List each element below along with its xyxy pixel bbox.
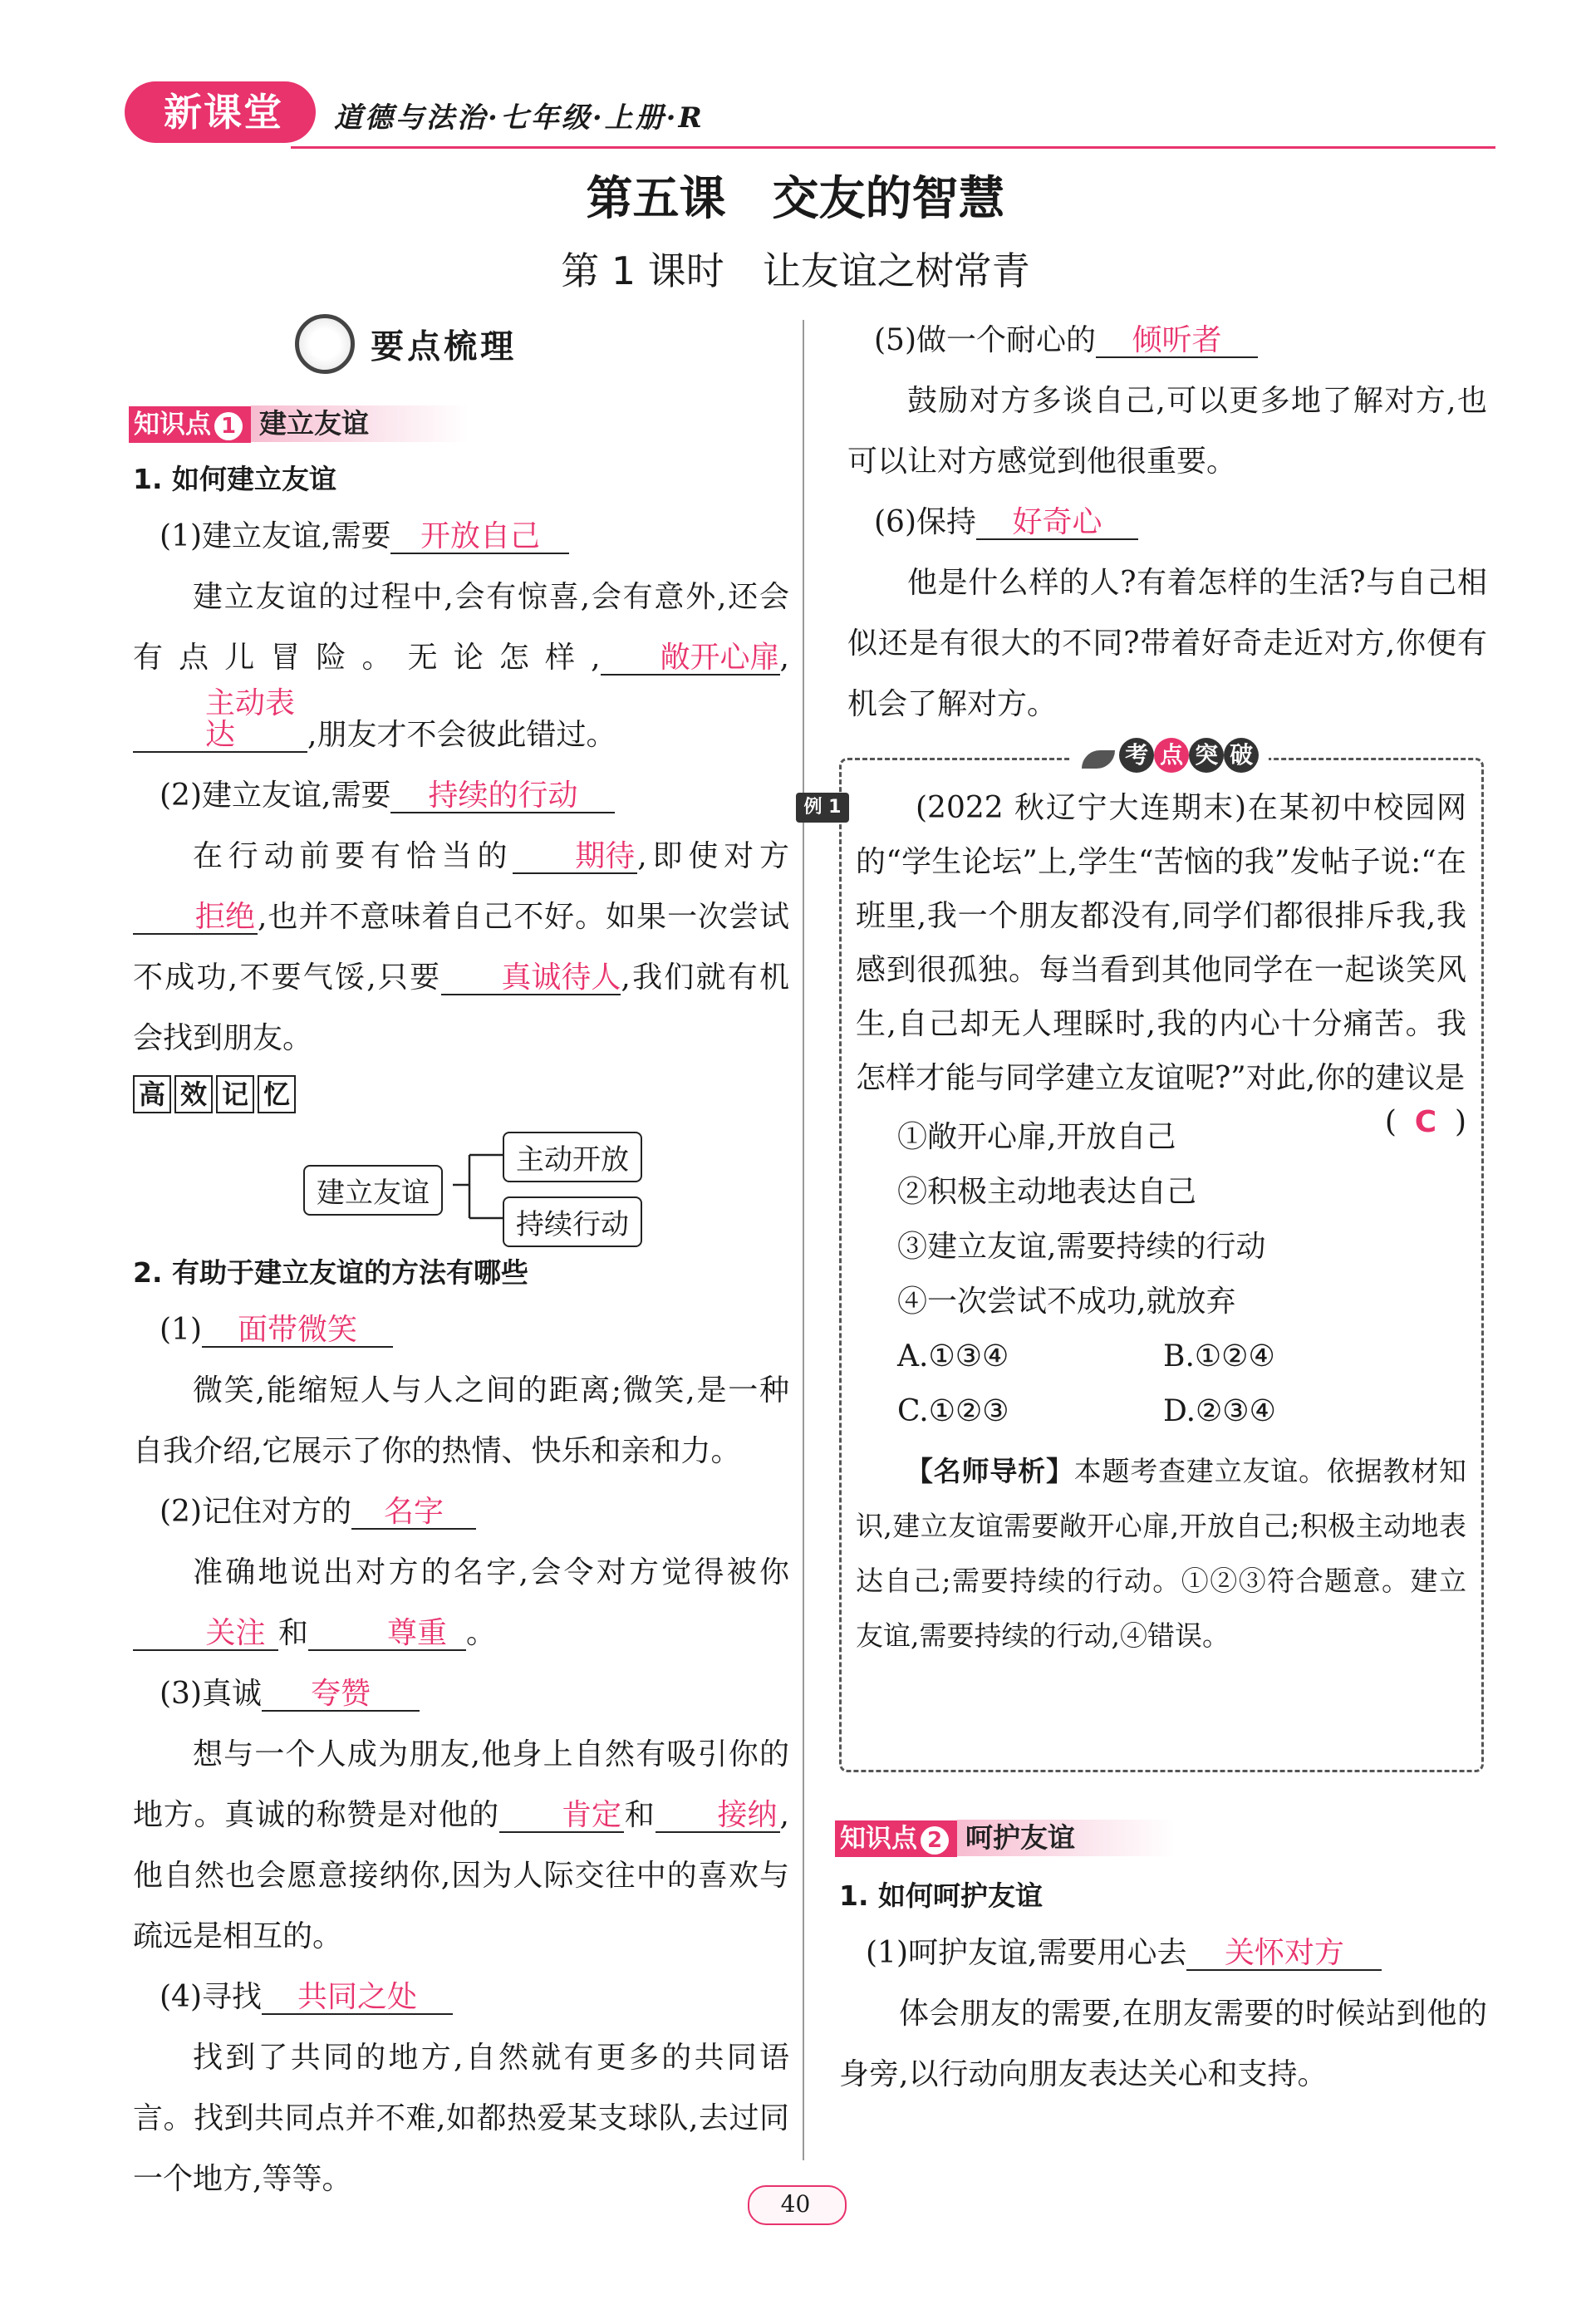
answer-blank: 夸赞 xyxy=(262,1678,420,1712)
answer-blank: 关注 xyxy=(133,1618,278,1651)
method-2: (2)记住对方的 名字 xyxy=(133,1481,789,1542)
answer-value: C xyxy=(1414,1105,1437,1139)
exam-item: ④一次尝试不成功,就放弃 xyxy=(897,1285,1236,1319)
answer-blank: 倾听者 xyxy=(1096,325,1258,358)
method-2-text: 准确地说出对方的名字,会令对方觉得被你关注 和 尊重 。 xyxy=(133,1542,789,1663)
mindmap-branch: 持续行动 xyxy=(503,1196,642,1247)
answer-blank: 接纳 xyxy=(656,1800,780,1833)
exam-item: ③建立友谊,需要持续的行动 xyxy=(897,1230,1266,1264)
exam-banner: 考 点 突 破 xyxy=(1072,738,1269,778)
magnifier-icon xyxy=(295,314,355,374)
answer-blank: 敞开心扉 xyxy=(601,642,780,676)
exam-items xyxy=(856,1110,1466,1329)
option-c: C.①②③ xyxy=(897,1394,1009,1428)
kp1-q1: 1. 如何建立友谊 xyxy=(133,463,336,495)
kp2-para1: 体会朋友的需要,在朋友需要的时候站到他的身旁,以行动向朋友表达关心和支持。 xyxy=(839,1997,1487,2091)
left-column xyxy=(133,453,789,2209)
kp2-header xyxy=(835,1820,1491,1857)
answer-blank: 肯定 xyxy=(499,1800,624,1833)
mindmap-root: 建立友谊 xyxy=(303,1165,443,1216)
answer-blank: 开放自己 xyxy=(390,521,569,554)
right-column-bottom xyxy=(839,1870,1487,2105)
section-badge xyxy=(295,314,517,372)
method-4: (4)寻找 共同之处 xyxy=(133,1967,789,2027)
method-1-text: 微笑,能缩短人与人之间的距离;微笑,是一种自我介绍,它展示了你的热情、快乐和亲和力。 xyxy=(133,1373,789,1468)
example-label: 例 1 xyxy=(796,793,849,823)
header-rule xyxy=(291,146,1495,149)
method-3-text: 想与一个人成为朋友,他身上自然有吸引你的地方。真诚的称赞是对他的 肯定和 接纳,他自然也会愿意接纳你,因为人际交往中的喜欢与疏远是相互的。 xyxy=(133,1737,789,1953)
answer-blank: 期待 xyxy=(513,841,637,874)
mindmap-connector xyxy=(453,1137,503,1236)
method-1: (1) 面带微笑 xyxy=(133,1300,789,1360)
exam-options xyxy=(856,1329,1466,1439)
option-a: A.①③④ xyxy=(897,1339,1009,1373)
exam-stem: 例 1 (2022 秋辽宁大连期末)在某初中校园网的“学生论坛”上,学生“苦恼的我”发帖子说:“在班里,我一个朋友都没有,同学们都很排斥我,我感到很孤独。每当看到其他同学在一起谈笑风生,自己却无人理睬时,我的内心十分痛苦。我怎样才能与同学建立友谊呢?”对此,你的建议是 xyxy=(856,781,1466,1105)
answer-blank: 共同之处 xyxy=(262,1982,453,2015)
option-d: D.②③④ xyxy=(1163,1394,1276,1428)
answer-blank: 真诚待人 xyxy=(441,962,621,995)
header xyxy=(125,75,1495,150)
option-b: B.①②④ xyxy=(1163,1339,1275,1373)
leaf-icon xyxy=(1082,750,1115,769)
kp1-header xyxy=(129,405,785,443)
method-4-text: 找到了共同的地方,自然就有更多的共同语言。找到共同点并不难,如都热爱某支球队,去过同一个地方,等等。 xyxy=(133,2040,789,2196)
kp1-q2: 2. 有助于建立友谊的方法有哪些 xyxy=(133,1255,528,1289)
exam-item: ②积极主动地表达自己 xyxy=(897,1175,1197,1209)
answer-blank: 持续的行动 xyxy=(390,780,615,813)
answer-blank: 面带微笑 xyxy=(202,1314,393,1348)
method-5: (5)做一个耐心的 倾听者 xyxy=(847,310,1487,371)
column-divider xyxy=(803,320,804,2160)
kp1-para2: 在行动前要有恰当的 期待,即使对方拒绝,也并不意味着自己不好。如果一次尝试不成功,不要气馁,只要 真诚待人,我们就有机会找到朋友。 xyxy=(133,838,789,1055)
method-6-text: 他是什么样的人?有着怎样的生活?与自己相似还是有很大的不同?带着好奇走近对方,你便有机会了解对方。 xyxy=(847,566,1487,721)
section-badge-text: 要点梳理 xyxy=(371,327,518,366)
kp2-tag: 知识点 2 xyxy=(835,1820,957,1857)
kp2-item1: (1)呵护友谊,需要用心去 关怀对方 xyxy=(839,1923,1487,1983)
exam-item: ①敞开心扉,开放自己 xyxy=(897,1120,1176,1154)
answer-bracket: ( C ) xyxy=(1384,1105,1466,1139)
method-3: (3)真诚 夸赞 xyxy=(133,1663,789,1724)
method-5-text: 鼓励对方多谈自己,可以更多地了解对方,也可以让对方感觉到他很重要。 xyxy=(847,384,1487,479)
right-column-top xyxy=(847,310,1487,735)
exam-content xyxy=(803,781,1467,1663)
kp2-title: 呵护友谊 xyxy=(957,1820,1175,1856)
mindmap xyxy=(133,1122,789,1246)
answer-blank: 主动表达 xyxy=(133,688,307,753)
method-6: (6)保持 好奇心 xyxy=(847,492,1487,553)
kp1-tag: 知识点 1 xyxy=(129,406,251,443)
kp1-item1: (1)建立友谊,需要 开放自己 xyxy=(133,506,789,567)
exam-analysis: 【名师导析】本题考查建立友谊。依据教材知识,建立友谊需要敞开心扉,开放自己;积极主动地表达自己;需要持续的行动。①②③符合题意。建立友谊,需要持续的行动,④错误。 xyxy=(856,1455,1467,1652)
kp1-item2: (2)建立友谊,需要 持续的行动 xyxy=(133,765,789,826)
answer-blank: 尊重 xyxy=(308,1618,466,1651)
answer-blank: 关怀对方 xyxy=(1186,1938,1382,1971)
memory-label: 高 效 记 忆 xyxy=(133,1075,789,1118)
answer-blank: 好奇心 xyxy=(976,507,1138,540)
answer-blank: 名字 xyxy=(351,1496,476,1530)
answer-blank: 拒绝 xyxy=(133,902,258,935)
brand-name: 新课堂 xyxy=(164,90,283,135)
subject-line: 道德与法治·七年级·上册·R xyxy=(334,101,705,135)
page-number: 40 xyxy=(780,2190,811,2218)
kp1-para1: 建立友谊的过程中,会有惊喜,会有意外,还会有点儿冒险。无论怎样, 敞开心扉,主动表达 ,朋友才不会彼此错过。 xyxy=(133,580,789,752)
kp1-title: 建立友谊 xyxy=(251,405,469,442)
period-title: 第 1 课时 让友谊之树常青 xyxy=(561,248,1030,293)
kp2-q1: 1. 如何呵护友谊 xyxy=(839,1879,1043,1912)
lesson-title: 第五课 交友的智慧 xyxy=(586,171,1005,226)
mindmap-branch: 主动开放 xyxy=(503,1132,642,1182)
